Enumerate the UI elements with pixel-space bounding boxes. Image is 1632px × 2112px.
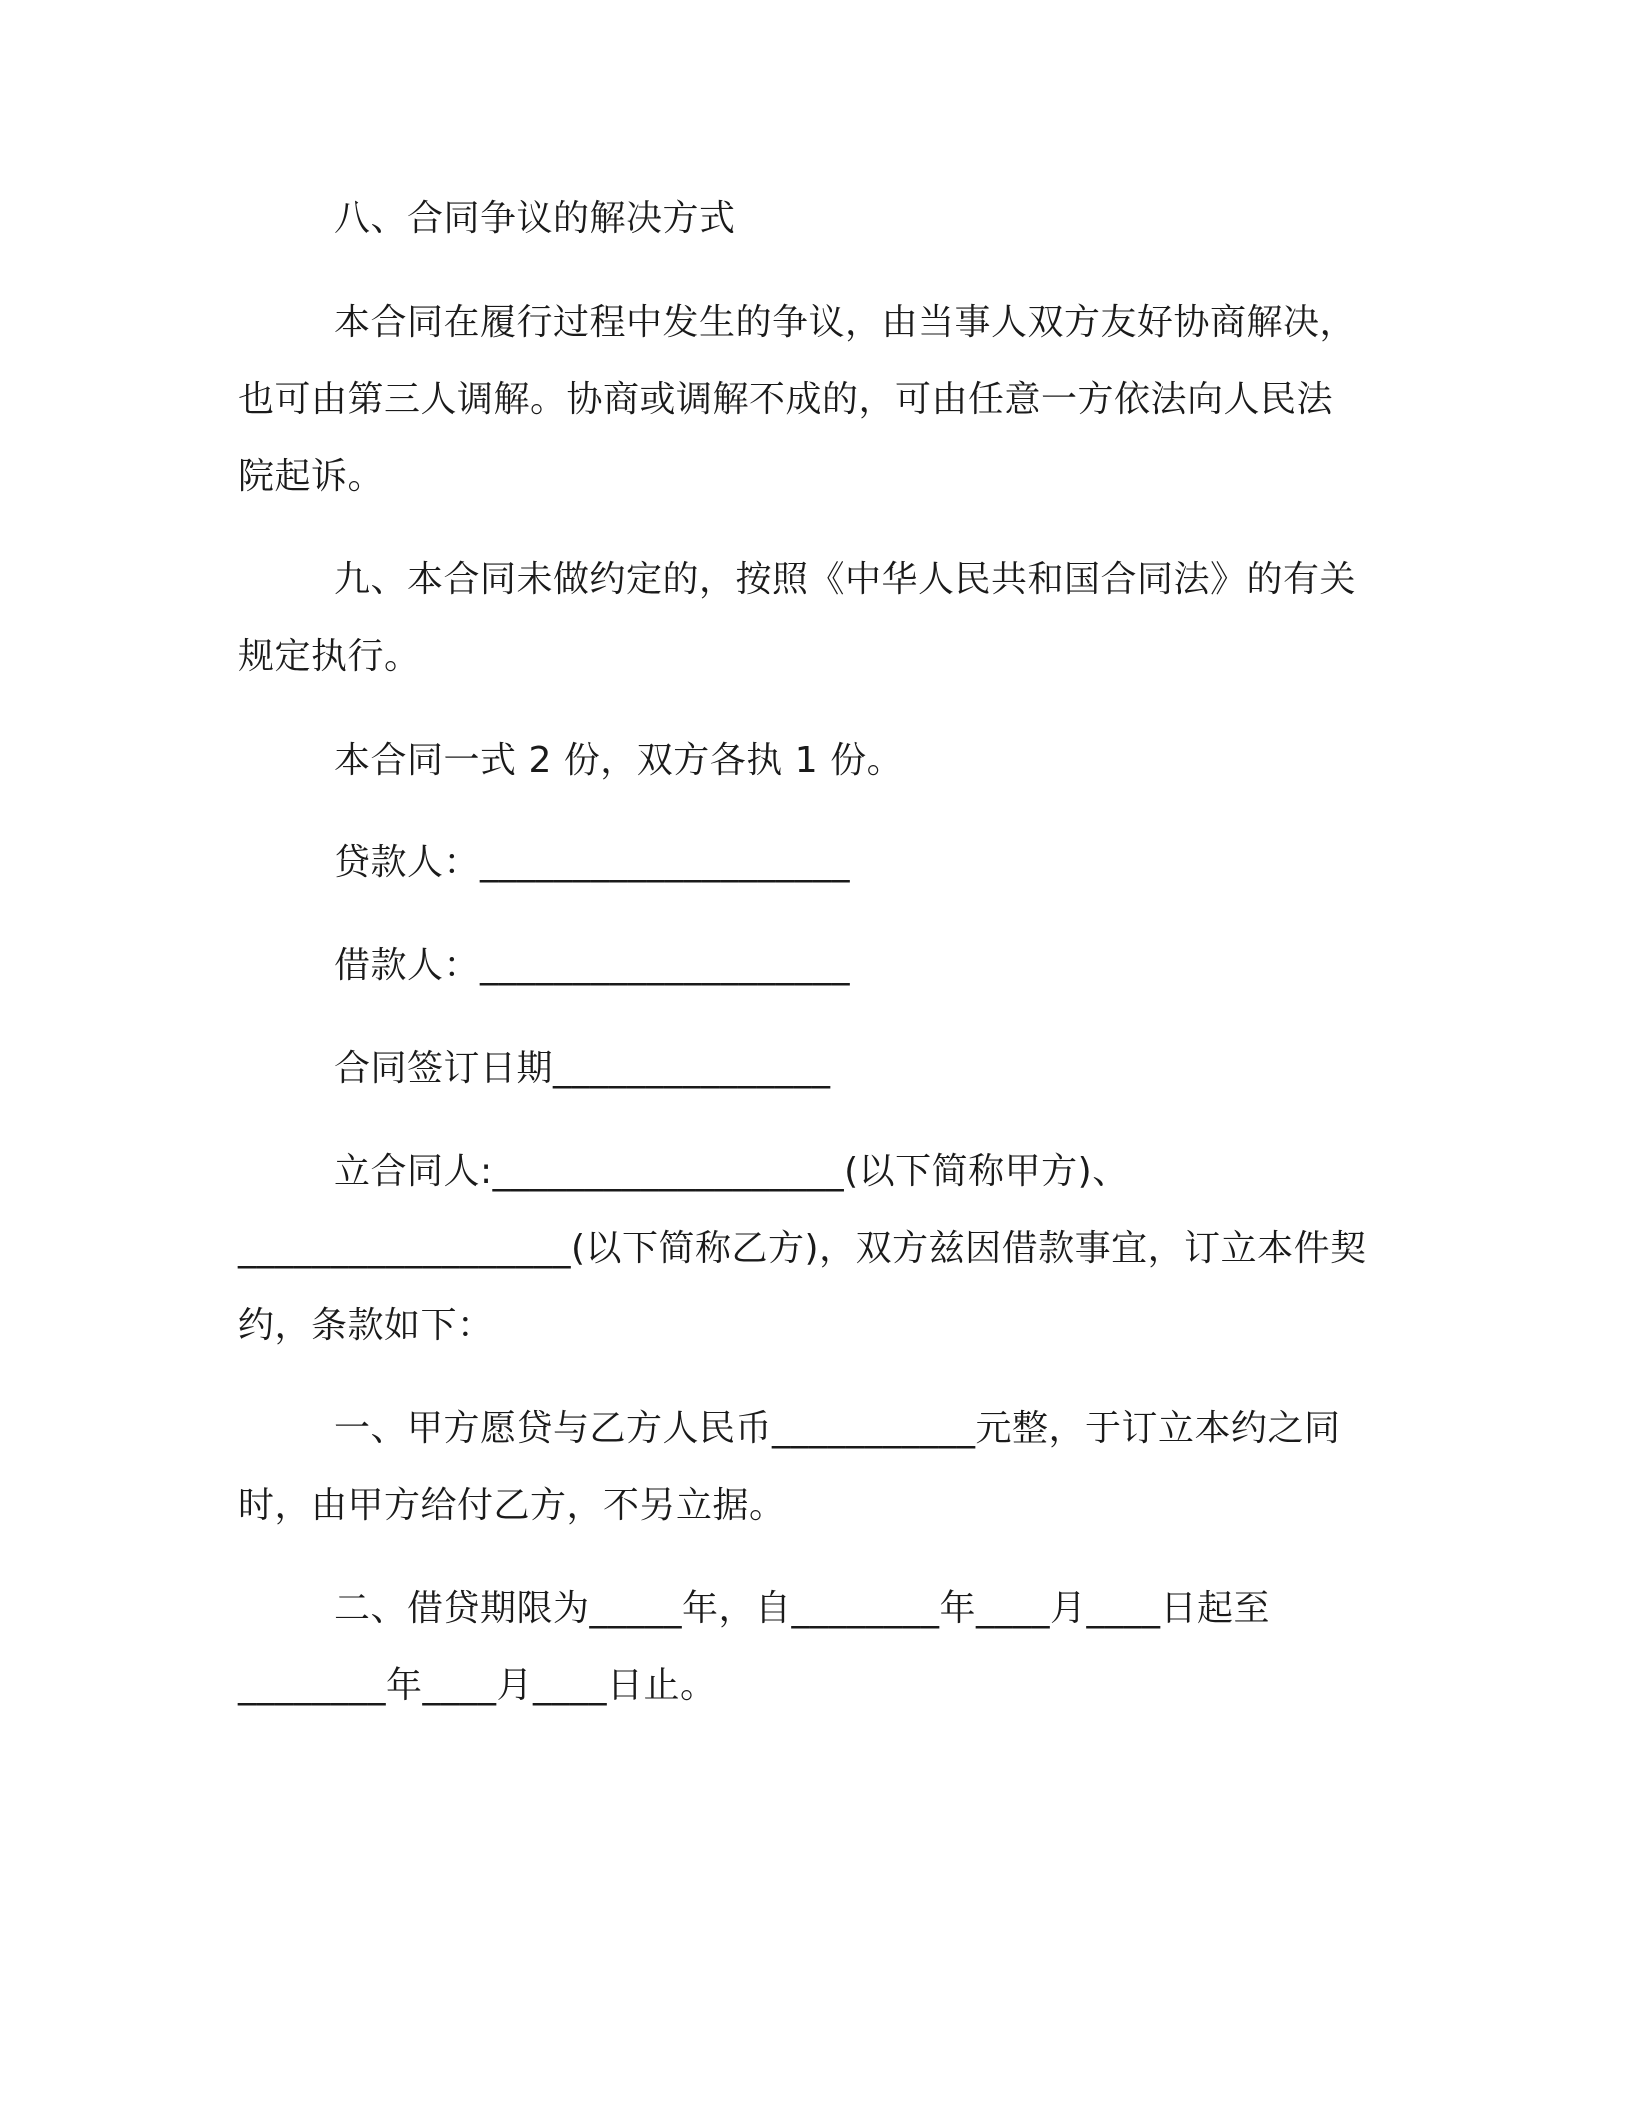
borrower-paragraph bbox=[238, 927, 1388, 1004]
parties-line3: 约，条款如下： bbox=[238, 1305, 494, 1346]
parties-paragraph bbox=[238, 1133, 1388, 1364]
clause2-line1: 二、借贷期限为_____年，自________年____月____日起至 bbox=[334, 1588, 1271, 1629]
clause1-line1: 一、甲方愿贷与乙方人民币___________元整，于订立本约之同 bbox=[334, 1408, 1341, 1449]
copies-paragraph bbox=[238, 722, 1388, 799]
lender-signature-line: 贷款人：____________________ bbox=[334, 842, 851, 883]
section8-heading-paragraph bbox=[238, 180, 1388, 257]
section8-heading: 八、合同争议的解决方式 bbox=[334, 198, 736, 239]
lender-paragraph bbox=[238, 824, 1388, 901]
copies-line: 本合同一式 2 份，双方各执 1 份。 bbox=[334, 740, 904, 781]
parties-line1: 立合同人:___________________(以下简称甲方)、 bbox=[334, 1151, 1129, 1192]
clause1-paragraph bbox=[238, 1390, 1388, 1544]
sign-date-paragraph bbox=[238, 1030, 1388, 1107]
section9-paragraph bbox=[238, 541, 1388, 695]
clause2-paragraph bbox=[238, 1570, 1388, 1724]
sign-date-line: 合同签订日期_______________ bbox=[334, 1048, 831, 1089]
clause2-line2: ________年____月____日止。 bbox=[238, 1665, 717, 1706]
section8-body-line1: 本合同在履行过程中发生的争议，由当事人双方友好协商解决， bbox=[334, 302, 1357, 343]
section8-body-line2: 也可由第三人调解。协商或调解不成的，可由任意一方依法向人民法 bbox=[238, 379, 1334, 420]
clause1-line2: 时，由甲方给付乙方，不另立据。 bbox=[238, 1485, 786, 1526]
section9-line2: 规定执行。 bbox=[238, 636, 421, 677]
section9-line1: 九、本合同未做约定的，按照《中华人民共和国合同法》的有关 bbox=[334, 559, 1357, 600]
section8-body-line3: 院起诉。 bbox=[238, 456, 385, 497]
section8-body-paragraph bbox=[238, 284, 1388, 515]
parties-line2: __________________(以下简称乙方)，双方兹因借款事宜，订立本件契 bbox=[238, 1228, 1367, 1269]
borrower-signature-line: 借款人：____________________ bbox=[334, 945, 851, 986]
